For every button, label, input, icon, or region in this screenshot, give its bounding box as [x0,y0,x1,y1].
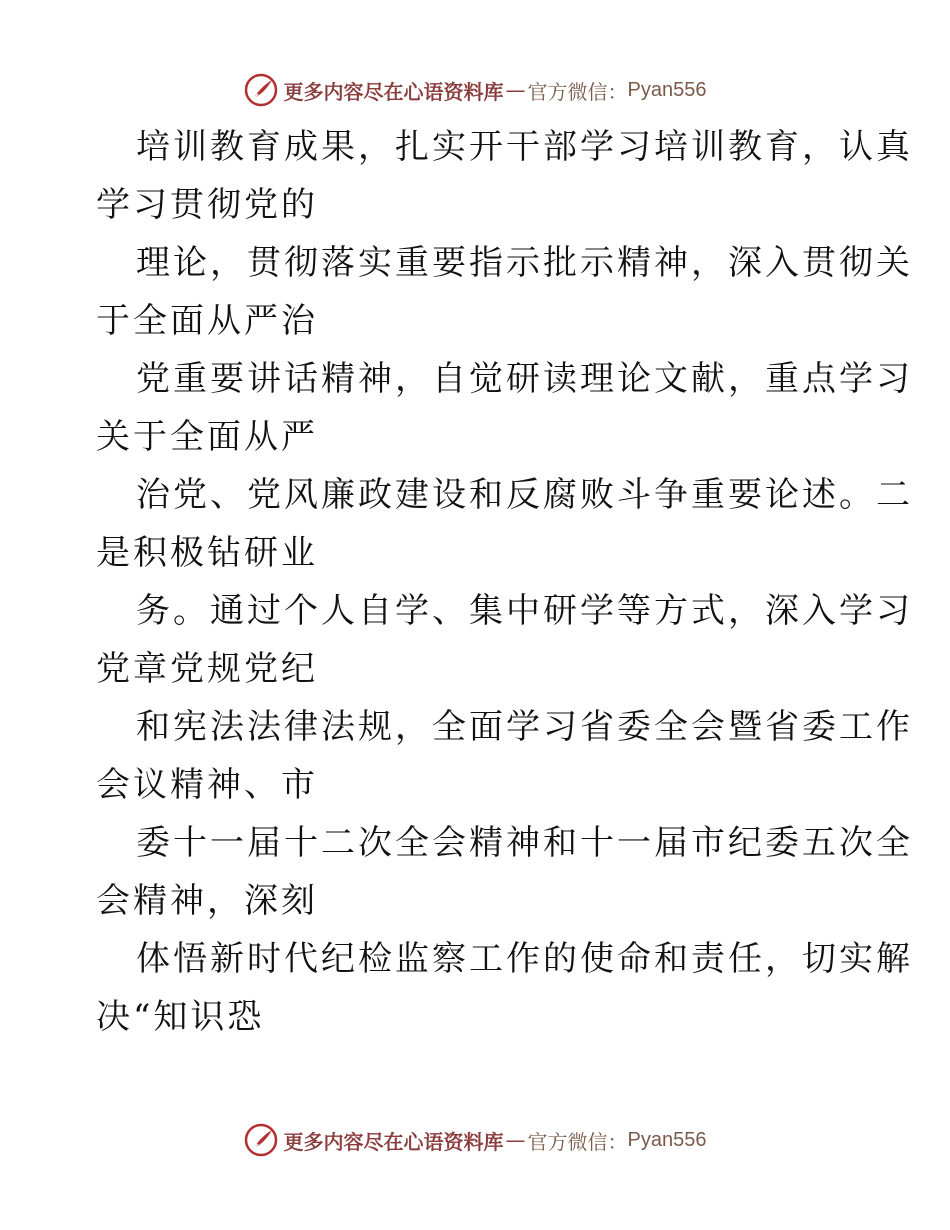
quill-logo-icon [244,73,278,107]
header-wechat-id: Pyan556 [627,78,707,101]
quill-logo-icon [244,1123,278,1157]
text-line: 决“知识恐 [96,997,265,1037]
header-banner-dash: — [505,78,526,102]
footer-banner [0,1120,950,1160]
header-wechat-label: 官方微信： [527,79,628,104]
footer-wechat-label: 官方微信： [527,1129,628,1154]
text-line: 理论，贯彻落实重要指示批示精神，深入贯彻关 [136,243,913,283]
text-line: 党重要讲话精神，自觉研读理论文献，重点学习 [136,359,913,399]
text-line: 会议精神、市 [96,765,318,805]
text-line: 学习贯彻党的 [96,185,318,225]
text-line: 治党、党风廉政建设和反腐败斗争重要论述。二 [136,475,913,515]
text-line: 体悟新时代纪检监察工作的使命和责任，切实解 [136,939,913,979]
text-line: 培训教育成果，扎实开干部学习培训教育，认真 [136,127,913,167]
footer-wechat-id: Pyan556 [627,1128,707,1151]
text-line: 于全面从严治 [96,301,318,341]
header-banner-text: 更多内容尽在心语资料库 [283,79,504,104]
footer-banner-text: 更多内容尽在心语资料库 [283,1129,504,1154]
text-line: 务。通过个人自学、集中研学等方式，深入学习 [136,591,913,631]
header-banner [0,70,950,110]
text-line: 会精神，深刻 [96,881,318,921]
footer-banner-dash: — [505,1128,526,1152]
text-line: 党章党规党纪 [96,649,318,689]
text-line: 委十一届十二次全会精神和十一届市纪委五次全 [136,823,913,863]
document-body [96,118,913,1046]
text-line: 和宪法法律法规，全面学习省委全会暨省委工作 [136,707,913,747]
text-line: 是积极钻研业 [96,533,318,573]
text-line: 关于全面从严 [96,417,318,457]
